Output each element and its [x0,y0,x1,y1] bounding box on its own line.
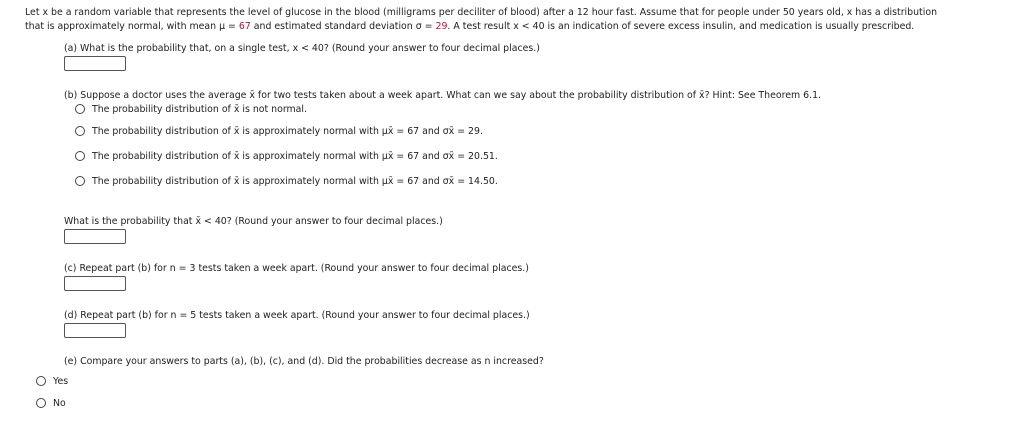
part-c-question: (c) Repeat part (b) for n = 3 tests taken a week apart. (Round your answer to four decimal places.) [64,263,529,274]
part-b-answer-input[interactable] [64,229,126,244]
part-b-option-3-radio[interactable] [75,151,85,161]
part-e-question: (e) Compare your answers to parts (a), (b), (c), and (d). Did the probabilities decrease as n increased? [64,356,544,367]
intro-line-2 [25,21,914,32]
intro-line-2-part-b: and estimated standard deviation σ = [250,21,436,32]
part-d-question: (d) Repeat part (b) for n = 5 tests taken a week apart. (Round your answer to four decimal places.) [64,310,530,321]
part-b-option-1-radio[interactable] [75,104,85,114]
part-b-question: (b) Suppose a doctor uses the average x̄ for two tests taken about a week apart. What can we say about the probability distribution of x̄? Hint: See Theorem 6.1. [64,90,822,101]
part-a-answer-input[interactable] [64,56,126,71]
part-e-no-label: No [53,398,66,409]
intro-line-2-part-a: that is approximately normal, with mean μ = [25,21,239,32]
part-b-followup-question: What is the probability that x̄ < 40? (Round your answer to four decimal places.) [64,216,443,227]
part-e-yes-label: Yes [53,376,69,387]
sd-value: 29 [435,21,448,32]
part-d-answer-input[interactable] [64,323,126,338]
intro-line-1: Let x be a random variable that represents the level of glucose in the blood (milligrams per deciliter of blood) after a 12 hour fast. Assume that for people under 50 years old, x has a distribution [25,7,938,18]
part-e-yes-radio[interactable] [36,376,46,386]
part-a-question: (a) What is the probability that, on a single test, x < 40? (Round your answer to four decimal places.) [64,43,540,54]
part-c-answer-input[interactable] [64,276,126,291]
part-b-option-4-radio[interactable] [75,176,85,186]
part-b-option-2-label: The probability distribution of x̄ is approximately normal with μx̄ = 67 and σx̄ = 29. [92,126,483,137]
part-b-option-1-label: The probability distribution of x̄ is not normal. [92,104,307,115]
part-b-option-3-label: The probability distribution of x̄ is approximately normal with μx̄ = 67 and σx̄ = 20.51. [92,151,498,162]
part-e-no-radio[interactable] [36,398,46,408]
part-b-option-2-radio[interactable] [75,126,85,136]
part-b-option-4-label: The probability distribution of x̄ is approximately normal with μx̄ = 67 and σx̄ = 14.50. [92,176,498,187]
mean-value: 67 [238,21,251,32]
intro-line-2-part-c: . A test result x < 40 is an indication of severe excess insulin, and medication is usually prescribed. [447,21,915,32]
